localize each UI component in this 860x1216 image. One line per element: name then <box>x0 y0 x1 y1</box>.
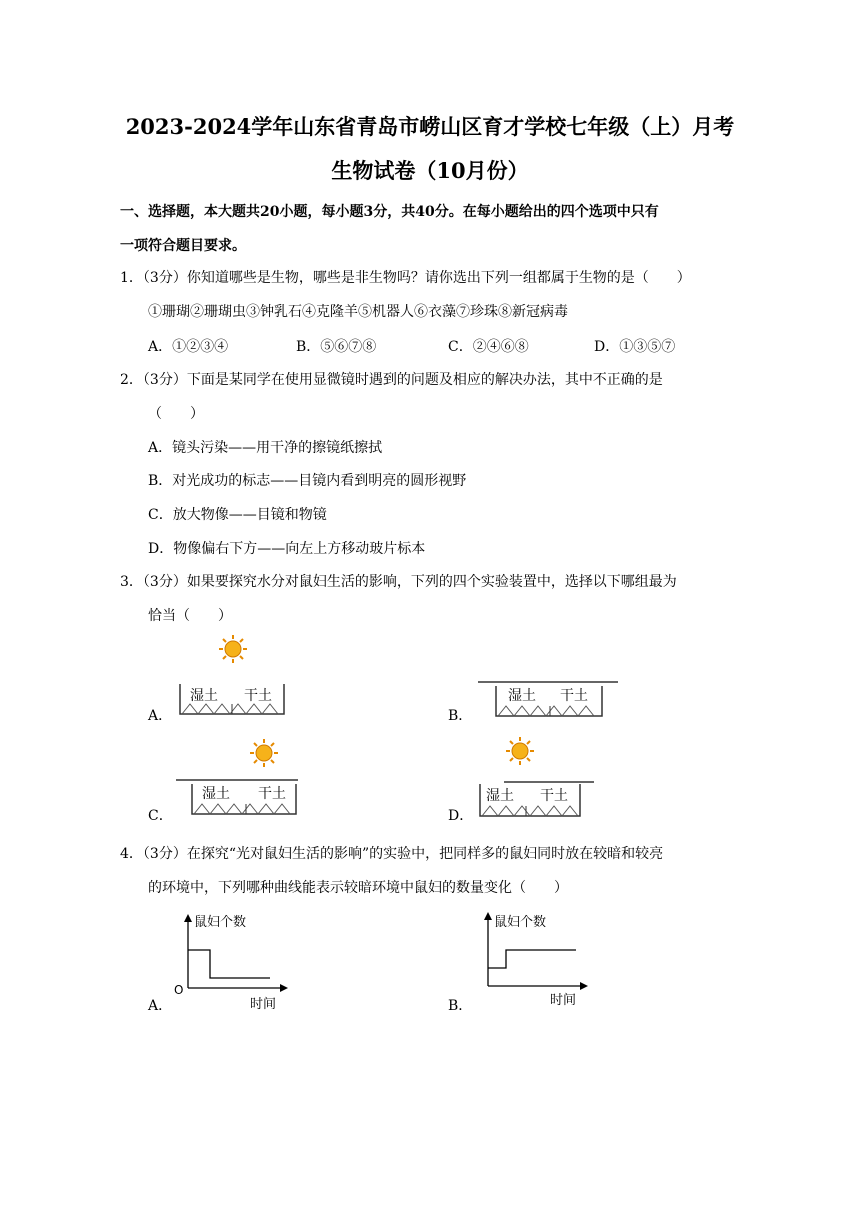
q2-option-a: A．镜头污染——用干净的擦镜纸擦拭 <box>148 440 383 456</box>
sun-icon <box>250 739 278 767</box>
q4-stem-2: 的环境中，下列哪种曲线能表示较暗环境中鼠妇的数量变化（ ） <box>148 880 568 896</box>
exam-title-line1: 2023-2024学年山东省青岛市崂山区育才学校七年级（上）月考 <box>125 114 735 139</box>
section-header-line2: 一项符合题目要求。 <box>120 238 246 254</box>
q3-figure-b <box>474 672 624 722</box>
q1-option-d: D．①③⑤⑦ <box>594 339 676 355</box>
q4-stem: 4．（3分）在探究“光对鼠妇生活的影响”的实验中，把同样多的鼠妇同时放在较暗和较亮 <box>120 846 664 862</box>
q4-option-a-label: A． <box>148 998 173 1014</box>
q3-figure-a <box>170 632 300 722</box>
svg-text:时间: 时间 <box>550 993 577 1006</box>
q2-option-c: C．放大物像——目镜和物镜 <box>148 507 327 523</box>
q4-graph-b <box>472 906 602 1006</box>
q1-option-a: A．①②③④ <box>148 339 229 355</box>
svg-text:湿土: 湿土 <box>508 688 536 704</box>
q3-option-c-label: C． <box>148 808 173 824</box>
wet-soil-label: 湿土 <box>190 688 218 704</box>
q3-figure-d <box>470 732 600 822</box>
q1-stem: 1．（3分）你知道哪些是生物，哪些是非生物吗？请你选出下列一组都属于生物的是（ ） <box>120 270 691 286</box>
q2-stem: 2．（3分）下面是某同学在使用显微镜时遇到的问题及相应的解决办法，其中不正确的是 <box>120 372 663 388</box>
svg-text:湿土: 湿土 <box>486 788 514 804</box>
origin-label: O <box>174 983 184 997</box>
q3-option-d-label: D． <box>448 808 474 824</box>
q1-option-b: B．⑤⑥⑦⑧ <box>296 339 377 355</box>
svg-text:鼠妇个数: 鼠妇个数 <box>494 915 547 930</box>
q3-option-a-label: A． <box>148 708 173 724</box>
q3-stem: 3．（3分）如果要探究水分对鼠妇生活的影响，下列的四个实验装置中，选择以下哪组最为 <box>120 574 677 590</box>
y-axis-label: 鼠妇个数 <box>194 915 247 930</box>
q2-option-d: D．物像偏右下方——向左上方移动玻片标本 <box>148 541 426 557</box>
q3-figure-c <box>174 734 304 824</box>
q4-graph-a <box>170 910 300 1010</box>
q3-option-b-label: B． <box>448 708 473 724</box>
q2-option-b: B．对光成功的标志——目镜内看到明亮的圆形视野 <box>148 473 467 489</box>
svg-text:干土: 干土 <box>258 786 286 802</box>
section-header-line1: 一、选择题，本大题共20小题，每小题3分，共40分。在每小题给出的四个选项中只有 <box>120 204 659 220</box>
svg-text:干土: 干土 <box>560 688 588 704</box>
dry-soil-label: 干土 <box>244 688 272 704</box>
sun-icon <box>506 737 534 765</box>
q1-option-c: C．②④⑥⑧ <box>448 339 529 355</box>
exam-title-line2: 生物试卷（10月份） <box>331 158 529 183</box>
svg-text:湿土: 湿土 <box>202 786 230 802</box>
q4-option-b-label: B． <box>448 998 473 1014</box>
q2-stem-2: （ ） <box>148 406 204 422</box>
curve-a <box>188 950 270 978</box>
curve-b <box>488 950 576 968</box>
svg-text:干土: 干土 <box>540 788 568 804</box>
q3-stem-2: 恰当（ ） <box>148 608 232 624</box>
x-axis-label: 时间 <box>250 997 277 1010</box>
sun-icon <box>219 635 247 663</box>
q1-items: ①珊瑚②珊瑚虫③钟乳石④克隆羊⑤机器人⑥衣藻⑦珍珠⑧新冠病毒 <box>148 304 568 320</box>
